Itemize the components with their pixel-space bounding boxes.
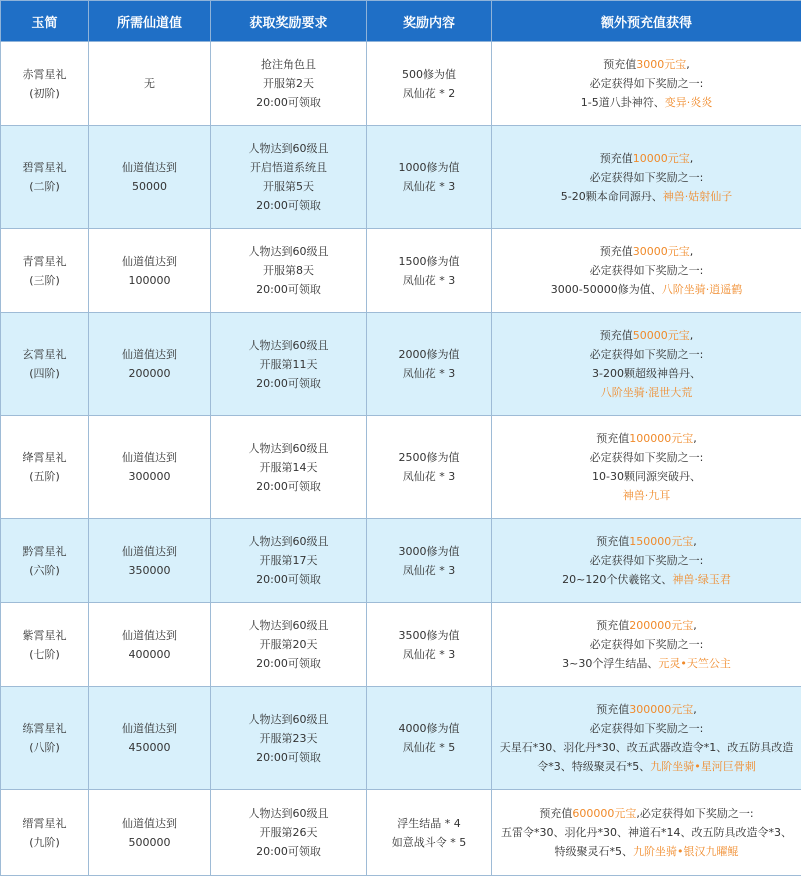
extra-line	[496, 383, 797, 402]
cell-line: 黔霄星礼	[5, 542, 84, 561]
highlight-reward: 九阶坐骑•星河巨骨刺	[650, 760, 756, 773]
cell-line: 1500修为值	[371, 252, 487, 271]
extra-text: ,	[693, 703, 697, 716]
cell-line: 仙道值达到	[93, 448, 206, 467]
cell-line: 玄霄星礼	[5, 345, 84, 364]
header-extra-reward: 额外预充值获得	[492, 1, 801, 42]
extra-text: ,必定获得如下奖励之一:	[636, 807, 753, 820]
header-row	[1, 1, 801, 42]
cell-line: (九阶)	[5, 833, 84, 852]
extra-text: 预充值	[603, 58, 636, 71]
jade-slip-cell	[1, 687, 89, 790]
extra-reward-cell	[492, 126, 801, 229]
cell-line: 练霄星礼	[5, 719, 84, 738]
requirement-cell	[211, 42, 367, 126]
extra-line	[496, 242, 797, 261]
extra-line	[496, 74, 797, 93]
cell-line: 开服第5天	[215, 177, 362, 196]
cell-line: 450000	[93, 738, 206, 757]
extra-line	[496, 280, 797, 299]
extra-line	[496, 738, 797, 776]
table-row	[1, 603, 801, 687]
highlight-reward: 元灵•天竺公主	[658, 657, 731, 670]
extra-line	[496, 700, 797, 719]
cell-line: 3500修为值	[371, 626, 487, 645]
cell-line: (五阶)	[5, 467, 84, 486]
required-value-cell	[89, 42, 211, 126]
jade-slip-cell	[1, 519, 89, 603]
cell-line: 20:00可领取	[215, 374, 362, 393]
cell-line: 人物达到60级且	[215, 532, 362, 551]
extra-text: 五雷令*30、羽化丹*30、神道石*14、改五防具改造令*3、特级聚灵石*5、	[501, 826, 792, 858]
cell-line: (二阶)	[5, 177, 84, 196]
extra-line	[496, 93, 797, 112]
required-value-cell	[89, 790, 211, 876]
reward-cell	[367, 790, 492, 876]
highlight-reward: 200000元宝	[629, 619, 693, 632]
cell-line: 200000	[93, 364, 206, 383]
cell-line: 仙道值达到	[93, 814, 206, 833]
cell-line: (六阶)	[5, 561, 84, 580]
header-reward: 奖励内容	[367, 1, 492, 42]
extra-line	[496, 616, 797, 635]
cell-line: 凤仙花 * 2	[371, 84, 487, 103]
extra-text: ,	[693, 535, 697, 548]
extra-line	[496, 448, 797, 467]
reward-cell	[367, 416, 492, 519]
cell-line: 如意战斗令 * 5	[371, 833, 487, 852]
cell-line: 20:00可领取	[215, 477, 362, 496]
highlight-reward: 50000元宝	[633, 329, 690, 342]
reward-cell	[367, 603, 492, 687]
extra-reward-cell	[492, 313, 801, 416]
cell-line: 人物达到60级且	[215, 242, 362, 261]
cell-line: 人物达到60级且	[215, 336, 362, 355]
cell-line: 人物达到60级且	[215, 139, 362, 158]
jade-slip-cell	[1, 229, 89, 313]
cell-line: 开服第8天	[215, 261, 362, 280]
table-row	[1, 416, 801, 519]
extra-text: 必定获得如下奖励之一:	[590, 77, 704, 90]
extra-text: 预充值	[600, 152, 633, 165]
jade-slip-cell	[1, 42, 89, 126]
cell-line: 100000	[93, 271, 206, 290]
required-value-cell	[89, 519, 211, 603]
highlight-reward: 神兽·姑射仙子	[663, 190, 733, 203]
highlight-reward: 100000元宝	[629, 432, 693, 445]
jade-slip-cell	[1, 790, 89, 876]
cell-line: 凤仙花 * 3	[371, 645, 487, 664]
highlight-reward: 300000元宝	[629, 703, 693, 716]
extra-reward-cell	[492, 229, 801, 313]
extra-text: 预充值	[596, 535, 629, 548]
extra-text: 预充值	[596, 432, 629, 445]
extra-text: 必定获得如下奖励之一:	[590, 264, 704, 277]
extra-line	[496, 823, 797, 861]
extra-text: ,	[693, 619, 697, 632]
highlight-reward: 30000元宝	[633, 245, 690, 258]
table-row	[1, 687, 801, 790]
requirement-cell	[211, 687, 367, 790]
cell-line: 400000	[93, 645, 206, 664]
cell-line: 20:00可领取	[215, 748, 362, 767]
cell-line: 凤仙花 * 3	[371, 271, 487, 290]
cell-line: 无	[93, 74, 206, 93]
extra-reward-cell	[492, 416, 801, 519]
cell-line: 开服第14天	[215, 458, 362, 477]
cell-line: (初阶)	[5, 84, 84, 103]
extra-text: 3-200颗超级神兽丹、	[592, 367, 701, 380]
cell-line: 300000	[93, 467, 206, 486]
jade-slip-cell	[1, 313, 89, 416]
cell-line: 20:00可领取	[215, 280, 362, 299]
extra-line	[496, 467, 797, 486]
cell-line: 20:00可领取	[215, 196, 362, 215]
required-value-cell	[89, 126, 211, 229]
extra-text: ,	[690, 245, 694, 258]
extra-text: 预充值	[596, 619, 629, 632]
header-jade-slip: 玉简	[1, 1, 89, 42]
extra-text: 10-30颗同源突破丹、	[592, 470, 701, 483]
cell-line: 3000修为值	[371, 542, 487, 561]
table-row	[1, 126, 801, 229]
cell-line: 仙道值达到	[93, 252, 206, 271]
extra-line	[496, 55, 797, 74]
requirement-cell	[211, 229, 367, 313]
highlight-reward: 神兽·绿玉君	[672, 573, 731, 586]
extra-line	[496, 261, 797, 280]
cell-line: 2500修为值	[371, 448, 487, 467]
extra-line	[496, 804, 797, 823]
cell-line: 浮生结晶 * 4	[371, 814, 487, 833]
cell-line: 开服第2天	[215, 74, 362, 93]
cell-line: 绛霄星礼	[5, 448, 84, 467]
extra-text: ,	[686, 58, 690, 71]
cell-line: (四阶)	[5, 364, 84, 383]
requirement-cell	[211, 416, 367, 519]
extra-reward-cell	[492, 42, 801, 126]
highlight-reward: 3000元宝	[636, 58, 686, 71]
cell-line: 500000	[93, 833, 206, 852]
extra-text: 必定获得如下奖励之一:	[590, 171, 704, 184]
requirement-cell	[211, 126, 367, 229]
extra-text: 必定获得如下奖励之一:	[590, 638, 704, 651]
required-value-cell	[89, 313, 211, 416]
cell-line: (三阶)	[5, 271, 84, 290]
extra-line	[496, 187, 797, 206]
cell-line: (八阶)	[5, 738, 84, 757]
cell-line: 凤仙花 * 5	[371, 738, 487, 757]
reward-cell	[367, 42, 492, 126]
cell-line: 凤仙花 * 3	[371, 561, 487, 580]
extra-text: 3000-50000修为值、	[551, 283, 662, 296]
extra-line	[496, 486, 797, 505]
extra-text: ,	[690, 329, 694, 342]
table-row	[1, 229, 801, 313]
table-row	[1, 42, 801, 126]
cell-line: 1000修为值	[371, 158, 487, 177]
cell-line: 人物达到60级且	[215, 710, 362, 729]
reward-cell	[367, 519, 492, 603]
extra-text: ,	[693, 432, 697, 445]
cell-line: 碧霄星礼	[5, 158, 84, 177]
highlight-reward: 600000元宝	[572, 807, 636, 820]
extra-line	[496, 654, 797, 673]
required-value-cell	[89, 603, 211, 687]
table-row	[1, 313, 801, 416]
highlight-reward: 变异·炎炎	[665, 96, 713, 109]
extra-text: 5-20颗本命同源丹、	[561, 190, 663, 203]
extra-text: 预充值	[600, 245, 633, 258]
jade-slip-cell	[1, 603, 89, 687]
extra-reward-cell	[492, 519, 801, 603]
extra-line	[496, 551, 797, 570]
extra-line	[496, 635, 797, 654]
highlight-reward: 九阶坐骑•银汉九曜鲲	[633, 845, 739, 858]
cell-line: 20:00可领取	[215, 93, 362, 112]
reward-cell	[367, 313, 492, 416]
cell-line: 紫霄星礼	[5, 626, 84, 645]
extra-text: 预充值	[539, 807, 572, 820]
cell-line: 2000修为值	[371, 345, 487, 364]
jade-slip-cell	[1, 416, 89, 519]
extra-line	[496, 149, 797, 168]
cell-line: 开服第17天	[215, 551, 362, 570]
cell-line: 开服第23天	[215, 729, 362, 748]
reward-cell	[367, 126, 492, 229]
cell-line: 50000	[93, 177, 206, 196]
extra-line	[496, 326, 797, 345]
cell-line: 凤仙花 * 3	[371, 177, 487, 196]
extra-text: 必定获得如下奖励之一:	[590, 554, 704, 567]
reward-cell	[367, 687, 492, 790]
highlight-reward: 神兽·九耳	[623, 489, 671, 502]
extra-reward-cell	[492, 603, 801, 687]
cell-line: 20:00可领取	[215, 654, 362, 673]
cell-line: 青霄星礼	[5, 252, 84, 271]
cell-line: 开服第11天	[215, 355, 362, 374]
requirement-cell	[211, 313, 367, 416]
jade-slip-cell	[1, 126, 89, 229]
cell-line: 仙道值达到	[93, 719, 206, 738]
extra-text: 20~120个伏羲铭文、	[562, 573, 672, 586]
requirement-cell	[211, 603, 367, 687]
cell-line: 人物达到60级且	[215, 616, 362, 635]
cell-line: 350000	[93, 561, 206, 580]
cell-line: 仙道值达到	[93, 542, 206, 561]
cell-line: 仙道值达到	[93, 626, 206, 645]
highlight-reward: 八阶坐骑·混世大荒	[601, 386, 693, 399]
highlight-reward: 八阶坐骑·逍遥鹤	[662, 283, 743, 296]
extra-line	[496, 570, 797, 589]
extra-text: ,	[690, 152, 694, 165]
extra-line	[496, 719, 797, 738]
cell-line: 凤仙花 * 3	[371, 467, 487, 486]
cell-line: 仙道值达到	[93, 158, 206, 177]
extra-text: 3~30个浮生结晶、	[562, 657, 658, 670]
extra-text: 预充值	[600, 329, 633, 342]
cell-line: 20:00可领取	[215, 842, 362, 861]
cell-line: 仙道值达到	[93, 345, 206, 364]
extra-text: 必定获得如下奖励之一:	[590, 348, 704, 361]
cell-line: 4000修为值	[371, 719, 487, 738]
table-row	[1, 790, 801, 876]
required-value-cell	[89, 229, 211, 313]
extra-text: 必定获得如下奖励之一:	[590, 722, 704, 735]
extra-text: 1-5道八卦神符、	[581, 96, 665, 109]
reward-cell	[367, 229, 492, 313]
extra-line	[496, 168, 797, 187]
extra-line	[496, 345, 797, 364]
extra-reward-cell	[492, 790, 801, 876]
cell-line: 缙霄星礼	[5, 814, 84, 833]
extra-line	[496, 364, 797, 383]
cell-line: 开服第20天	[215, 635, 362, 654]
cell-line: 凤仙花 * 3	[371, 364, 487, 383]
extra-text: 必定获得如下奖励之一:	[590, 451, 704, 464]
required-value-cell	[89, 687, 211, 790]
cell-line: 人物达到60级且	[215, 804, 362, 823]
cell-line: 20:00可领取	[215, 570, 362, 589]
cell-line: 开启悟道系统且	[215, 158, 362, 177]
cell-line: 人物达到60级且	[215, 439, 362, 458]
header-requirement: 获取奖励要求	[211, 1, 367, 42]
extra-reward-cell	[492, 687, 801, 790]
cell-line: 开服第26天	[215, 823, 362, 842]
required-value-cell	[89, 416, 211, 519]
requirement-cell	[211, 519, 367, 603]
table-row	[1, 519, 801, 603]
highlight-reward: 10000元宝	[633, 152, 690, 165]
requirement-cell	[211, 790, 367, 876]
extra-text: 预充值	[596, 703, 629, 716]
cell-line: 500修为值	[371, 65, 487, 84]
cell-line: (七阶)	[5, 645, 84, 664]
extra-line	[496, 429, 797, 448]
cell-line: 抢注角色且	[215, 55, 362, 74]
extra-line	[496, 532, 797, 551]
highlight-reward: 150000元宝	[629, 535, 693, 548]
header-required-value: 所需仙道值	[89, 1, 211, 42]
extra-text: 天星石*30、羽化丹*30、改五武器改造令*1、改五防具改造令*3、特级聚灵石*5、	[500, 741, 794, 773]
cell-line: 赤霄星礼	[5, 65, 84, 84]
